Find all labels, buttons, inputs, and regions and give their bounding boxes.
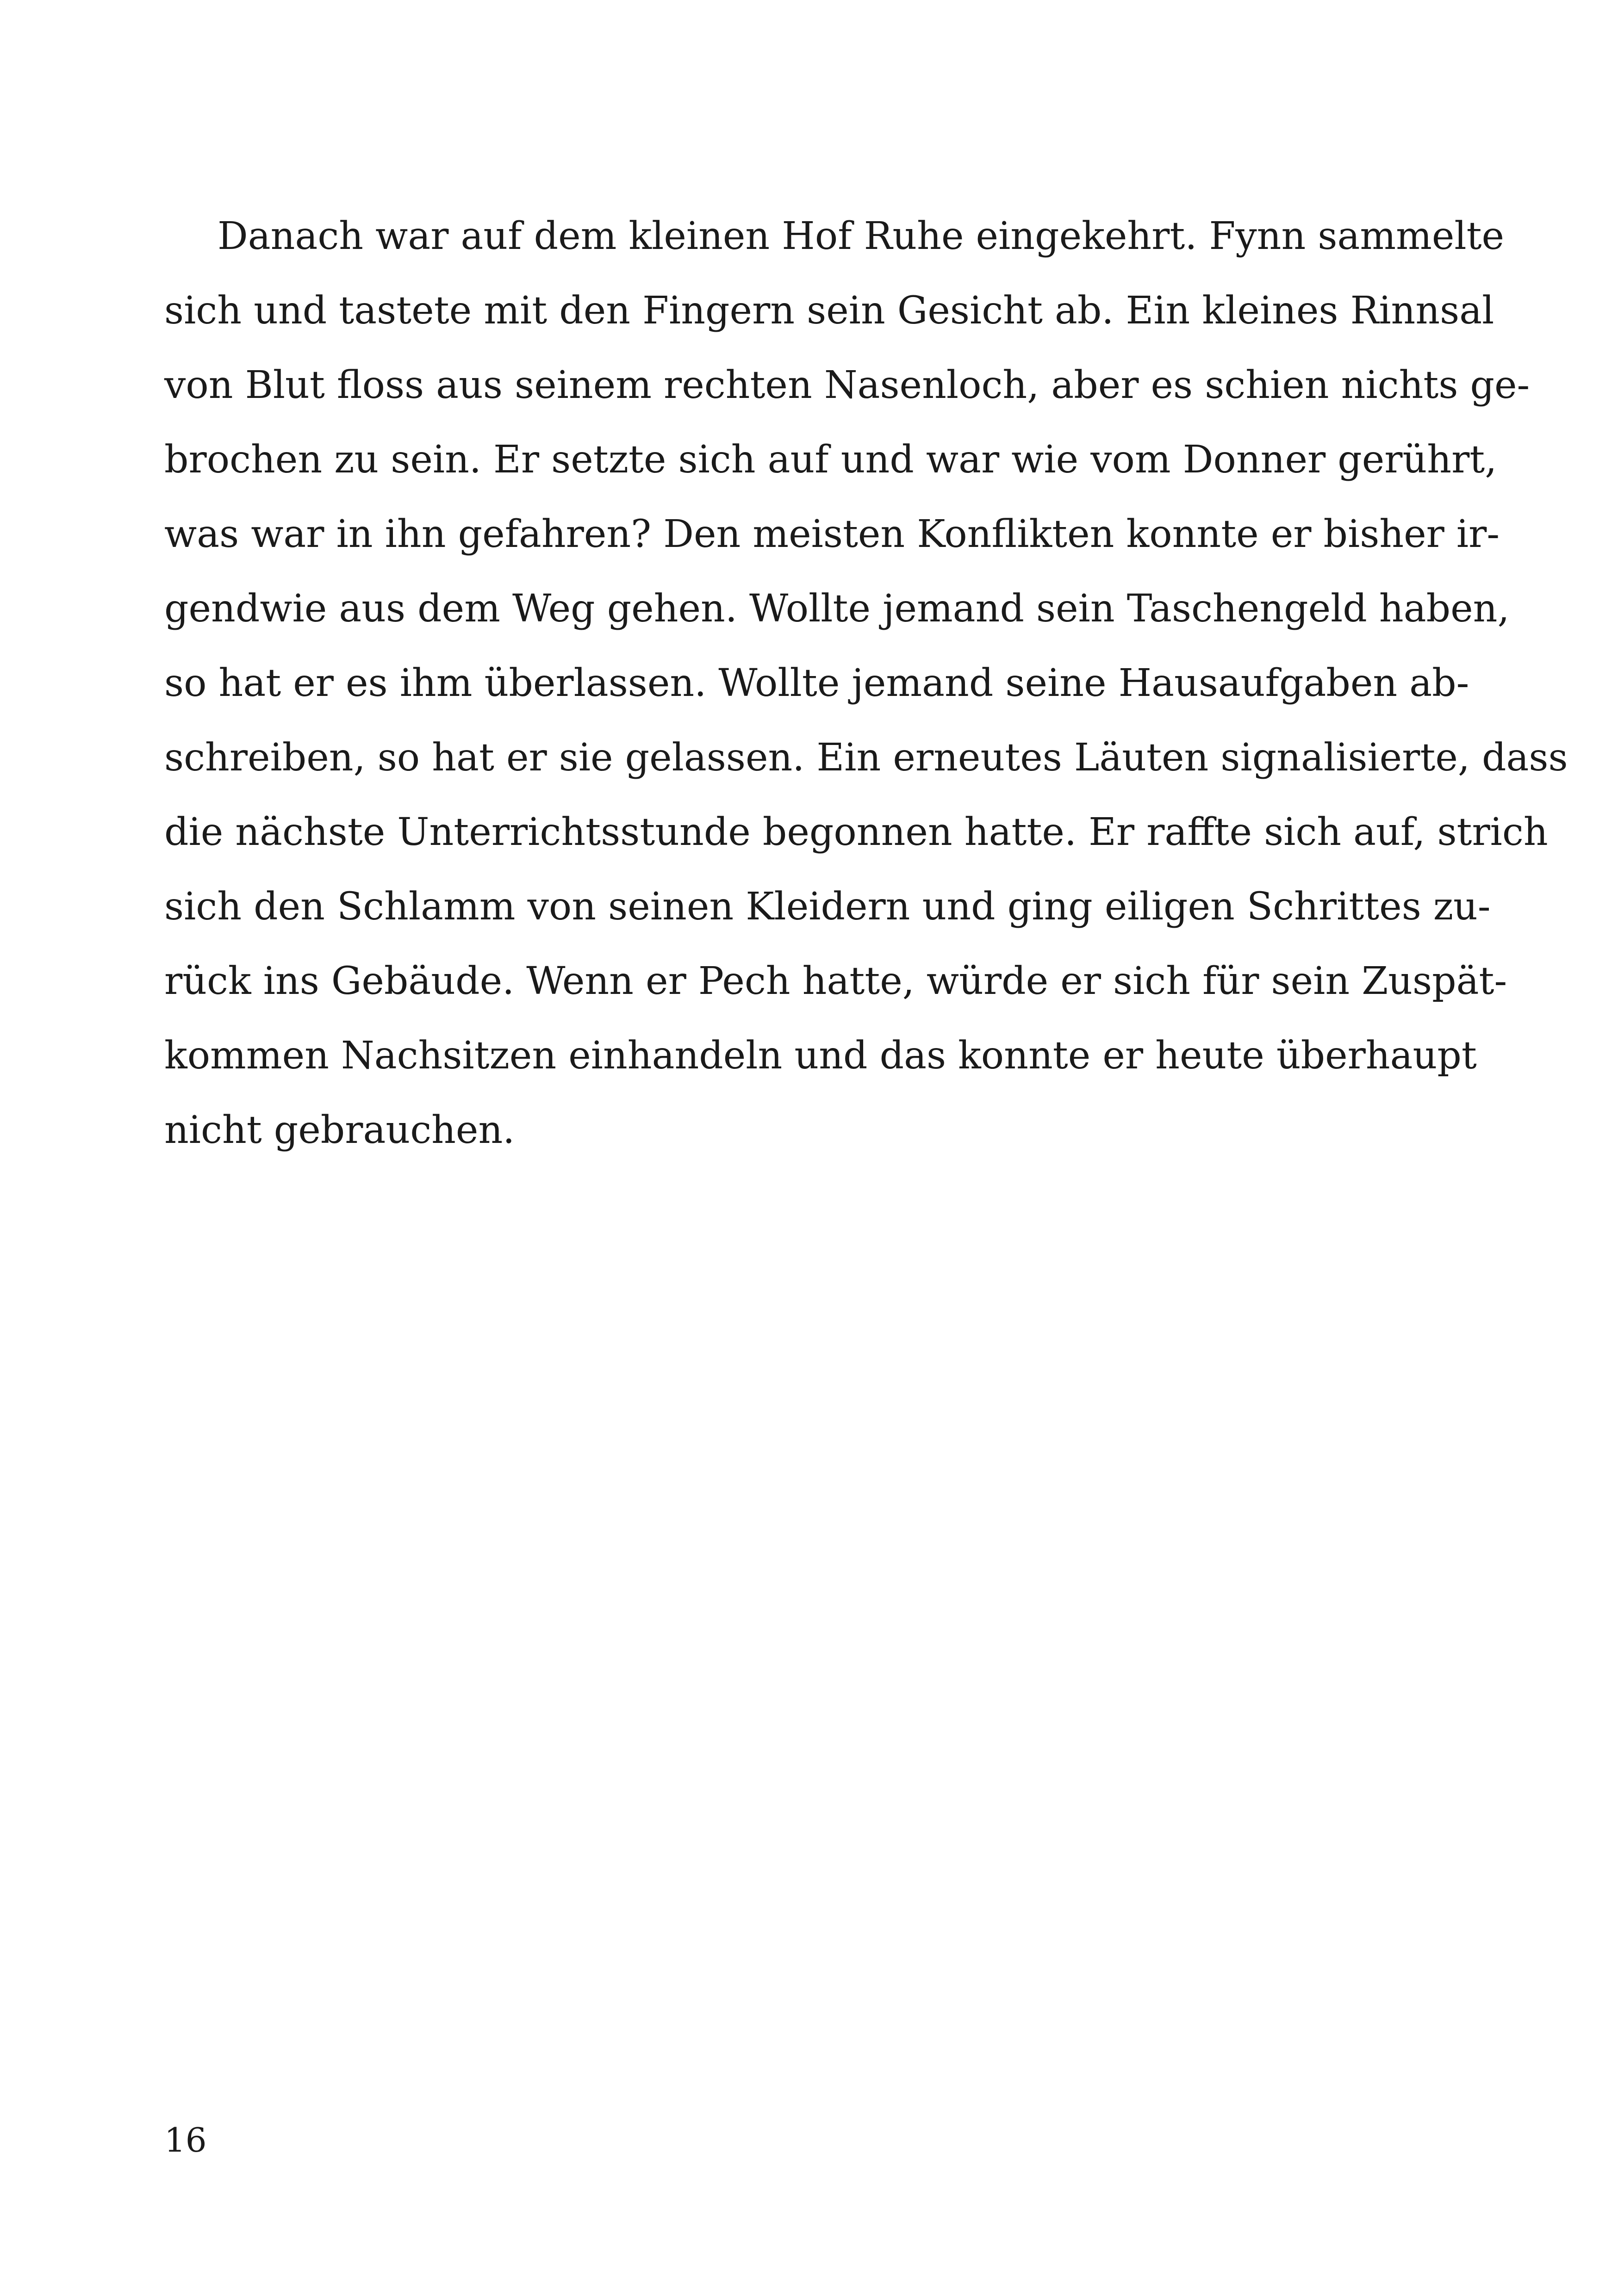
text-line: Danach war auf dem kleinen Hof Ruhe eingekehrt. Fynn sammelte	[218, 214, 1505, 258]
text-line: nicht gebrauchen.	[164, 1108, 515, 1152]
text-line: schreiben, so hat er sie gelassen. Ein erneutes Läuten signalisierte, dass	[164, 736, 1568, 780]
text-line: was war in ihn gefahren? Den meisten Konflikten konnte er bisher ir-	[164, 512, 1500, 556]
text-line: brochen zu sein. Er setzte sich auf und war wie vom Donner gerührt,	[164, 438, 1497, 482]
text-line: so hat er es ihm überlassen. Wollte jemand seine Hausaufgaben ab-	[164, 661, 1469, 705]
text-line: rück ins Gebäude. Wenn er Pech hatte, würde er sich für sein Zuspät-	[164, 959, 1507, 1003]
text-line: die nächste Unterrichtsstunde begonnen hatte. Er raffte sich auf, strich	[164, 810, 1548, 854]
page-number: 16	[164, 2121, 207, 2159]
text-line: von Blut floss aus seinem rechten Nasenloch, aber es schien nichts ge-	[164, 363, 1530, 407]
text-line: kommen Nachsitzen einhandeln und das konnte er heute überhaupt	[164, 1034, 1477, 1078]
text-line: sich und tastete mit den Fingern sein Gesicht ab. Ein kleines Rinnsal	[164, 289, 1494, 333]
text-line: gendwie aus dem Weg gehen. Wollte jemand sein Taschengeld haben,	[164, 587, 1510, 631]
text-line: sich den Schlamm von seinen Kleidern und ging eiligen Schrittes zu-	[164, 885, 1491, 929]
body-paragraph	[164, 199, 1568, 1167]
